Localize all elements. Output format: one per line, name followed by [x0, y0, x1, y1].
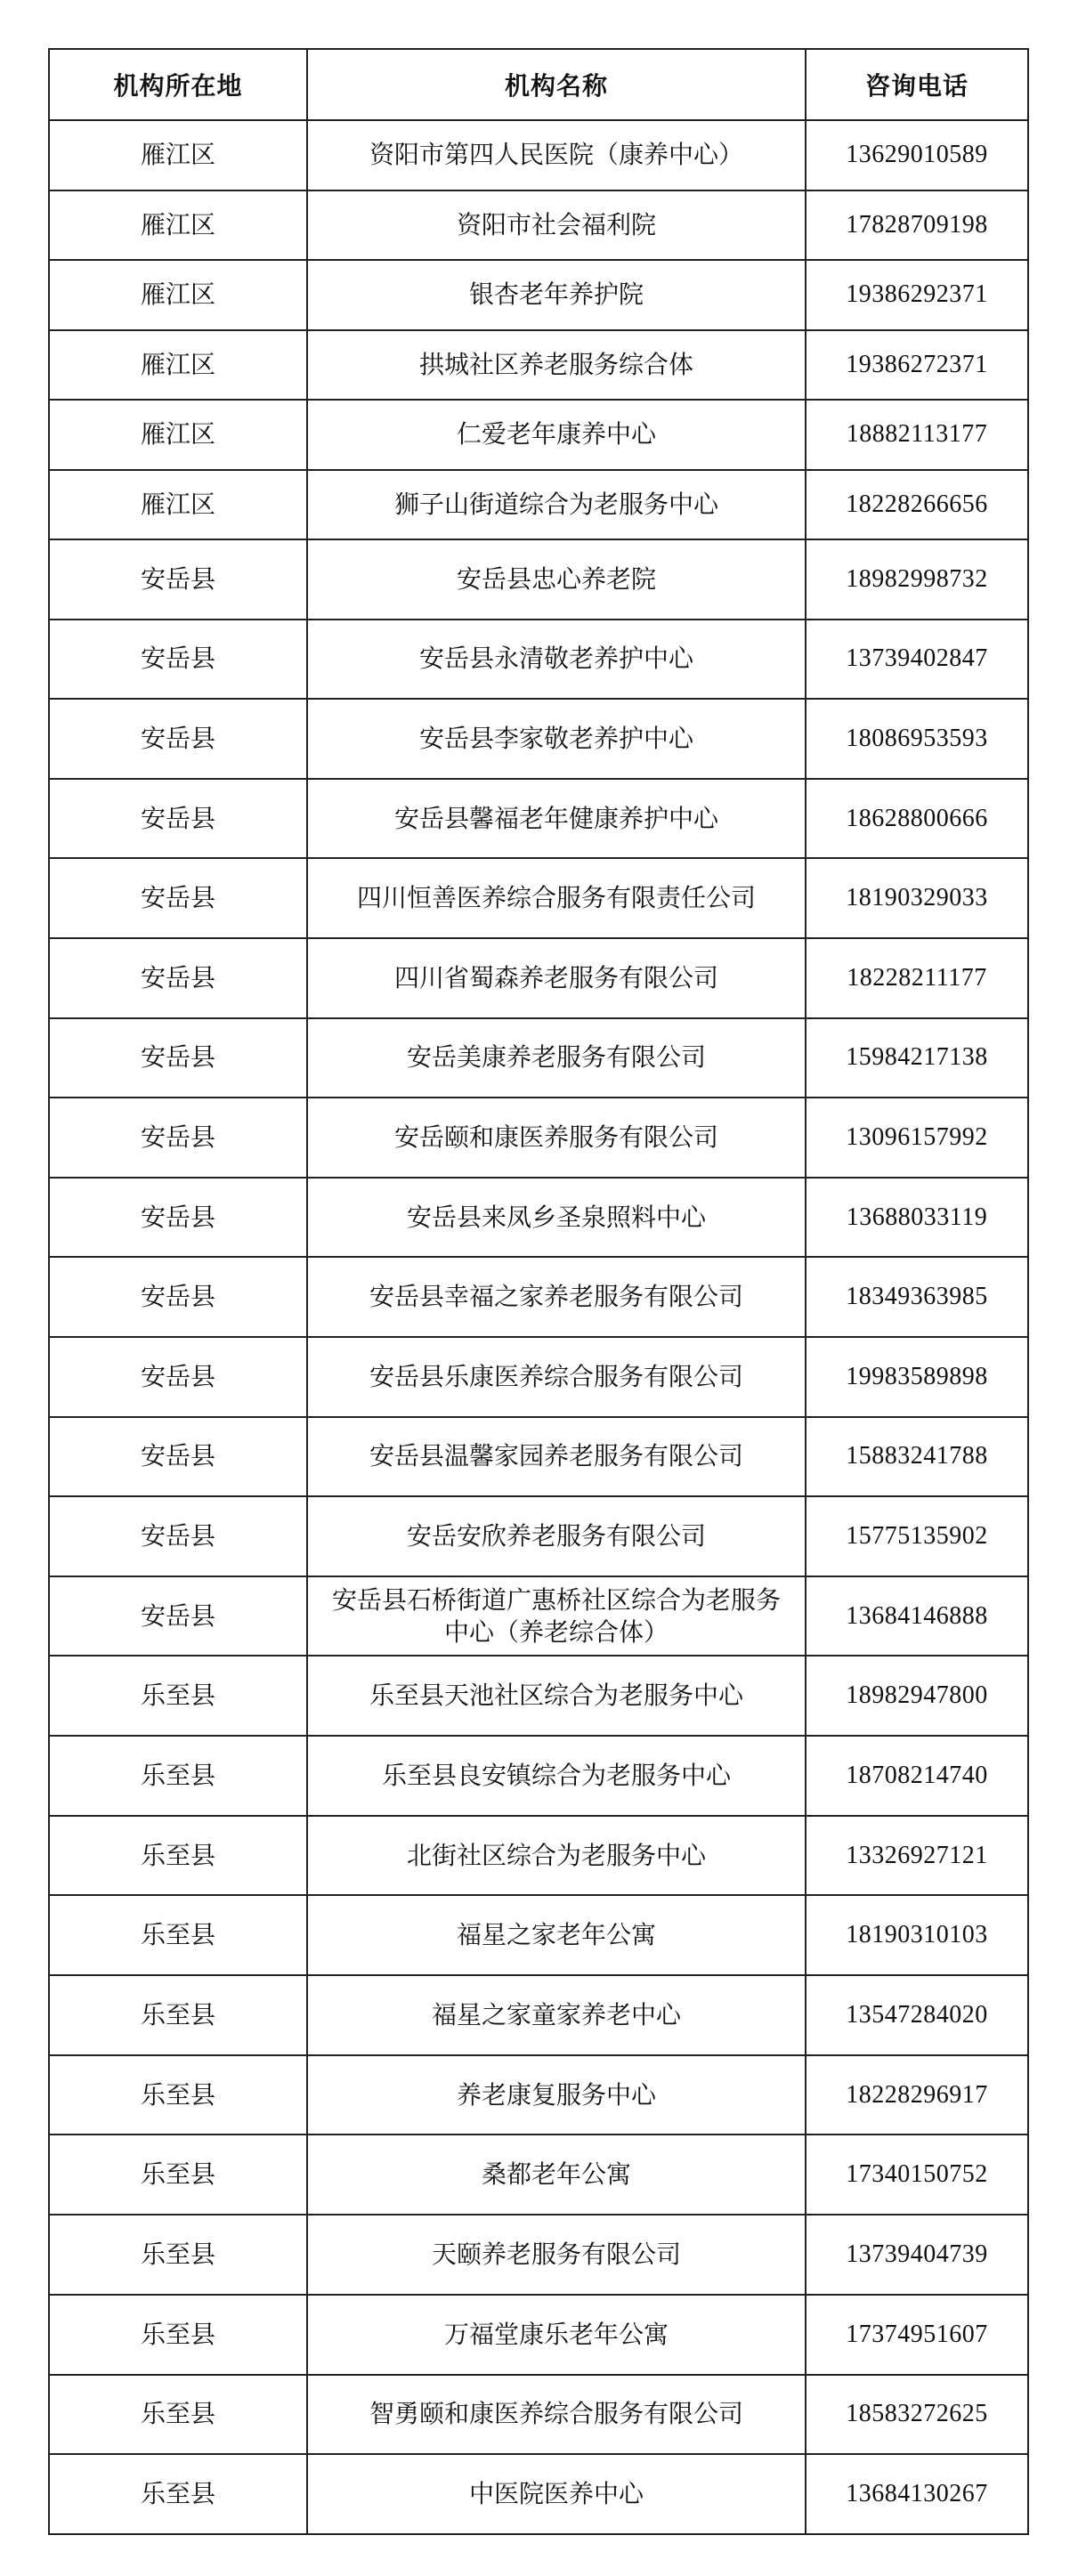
table-row — [49, 2295, 1028, 2375]
cell-region: 乐至县 — [49, 1816, 307, 1896]
header-row — [49, 49, 1028, 120]
cell-phone: 18190310103 — [806, 1895, 1028, 1975]
table-row — [49, 400, 1028, 470]
cell-region: 雁江区 — [49, 120, 307, 190]
cell-phone: 15883241788 — [806, 1417, 1028, 1497]
header-phone: 咨询电话 — [806, 49, 1028, 120]
table-header — [49, 49, 1028, 120]
table-row — [49, 2215, 1028, 2295]
table-row — [49, 699, 1028, 779]
cell-region: 乐至县 — [49, 2375, 307, 2455]
cell-region: 乐至县 — [49, 1975, 307, 2055]
cell-institution-name: 安岳县来凤乡圣泉照料中心 — [307, 1178, 806, 1258]
cell-phone: 19386292371 — [806, 260, 1028, 330]
cell-institution-name: 四川省蜀森养老服务有限公司 — [307, 938, 806, 1018]
table-row — [49, 190, 1028, 261]
cell-phone: 13684146888 — [806, 1576, 1028, 1657]
cell-institution-name: 安岳县李家敬老养护中心 — [307, 699, 806, 779]
cell-region: 乐至县 — [49, 2215, 307, 2295]
cell-phone: 17828709198 — [806, 190, 1028, 261]
cell-institution-name: 安岳县忠心养老院 — [307, 539, 806, 620]
cell-region: 安岳县 — [49, 779, 307, 859]
cell-region: 乐至县 — [49, 2135, 307, 2215]
cell-phone: 18349363985 — [806, 1257, 1028, 1337]
cell-phone: 18982947800 — [806, 1656, 1028, 1736]
table-row — [49, 1576, 1028, 1657]
table-row — [49, 260, 1028, 330]
cell-region: 安岳县 — [49, 938, 307, 1018]
table-row — [49, 120, 1028, 190]
table-row — [49, 2375, 1028, 2455]
cell-phone: 13684130267 — [806, 2454, 1028, 2534]
cell-institution-name: 安岳县石桥街道广惠桥社区综合为老服务中心（养老综合体） — [307, 1576, 806, 1657]
cell-region: 雁江区 — [49, 400, 307, 470]
cell-institution-name: 安岳美康养老服务有限公司 — [307, 1018, 806, 1098]
cell-region: 乐至县 — [49, 1656, 307, 1736]
table-row — [49, 2055, 1028, 2135]
cell-institution-name: 资阳市第四人民医院（康养中心） — [307, 120, 806, 190]
cell-phone: 13688033119 — [806, 1178, 1028, 1258]
cell-institution-name: 狮子山街道综合为老服务中心 — [307, 470, 806, 540]
cell-phone: 18086953593 — [806, 699, 1028, 779]
cell-phone: 18708214740 — [806, 1736, 1028, 1816]
cell-institution-name: 资阳市社会福利院 — [307, 190, 806, 261]
cell-region: 乐至县 — [49, 2055, 307, 2135]
cell-institution-name: 安岳县永清敬老养护中心 — [307, 620, 806, 700]
cell-phone: 19386272371 — [806, 330, 1028, 401]
cell-institution-name: 福星之家老年公寓 — [307, 1895, 806, 1975]
cell-institution-name: 北街社区综合为老服务中心 — [307, 1816, 806, 1896]
cell-phone: 18982998732 — [806, 539, 1028, 620]
cell-phone: 18228266656 — [806, 470, 1028, 540]
cell-region: 安岳县 — [49, 858, 307, 938]
table-row — [49, 1975, 1028, 2055]
cell-phone: 17374951607 — [806, 2295, 1028, 2375]
table-row — [49, 2454, 1028, 2534]
cell-region: 乐至县 — [49, 2295, 307, 2375]
table-row — [49, 779, 1028, 859]
cell-institution-name: 四川恒善医养综合服务有限责任公司 — [307, 858, 806, 938]
cell-region: 乐至县 — [49, 2454, 307, 2534]
table-row — [49, 539, 1028, 620]
cell-phone: 18628800666 — [806, 779, 1028, 859]
header-name: 机构名称 — [307, 49, 806, 120]
cell-region: 安岳县 — [49, 1337, 307, 1417]
table-row — [49, 1178, 1028, 1258]
cell-region: 安岳县 — [49, 1018, 307, 1098]
table-row — [49, 620, 1028, 700]
cell-region: 雁江区 — [49, 190, 307, 261]
cell-institution-name: 乐至县天池社区综合为老服务中心 — [307, 1656, 806, 1736]
table-row — [49, 2135, 1028, 2215]
table-row — [49, 1736, 1028, 1816]
cell-region: 雁江区 — [49, 330, 307, 401]
cell-phone: 13629010589 — [806, 120, 1028, 190]
cell-phone: 13739404739 — [806, 2215, 1028, 2295]
institution-table — [48, 48, 1029, 2535]
cell-phone: 13096157992 — [806, 1098, 1028, 1178]
cell-phone: 17340150752 — [806, 2135, 1028, 2215]
table-row — [49, 1417, 1028, 1497]
table-row — [49, 1496, 1028, 1576]
cell-institution-name: 银杏老年养护院 — [307, 260, 806, 330]
cell-institution-name: 安岳县幸福之家养老服务有限公司 — [307, 1257, 806, 1337]
cell-institution-name: 天颐养老服务有限公司 — [307, 2215, 806, 2295]
table-row — [49, 330, 1028, 401]
cell-institution-name: 安岳县乐康医养综合服务有限公司 — [307, 1337, 806, 1417]
cell-institution-name: 仁爱老年康养中心 — [307, 400, 806, 470]
cell-institution-name: 安岳县温馨家园养老服务有限公司 — [307, 1417, 806, 1497]
cell-institution-name: 中医院医养中心 — [307, 2454, 806, 2534]
table-row — [49, 858, 1028, 938]
cell-phone: 18228211177 — [806, 938, 1028, 1018]
cell-region: 安岳县 — [49, 1257, 307, 1337]
cell-institution-name: 拱城社区养老服务综合体 — [307, 330, 806, 401]
cell-region: 乐至县 — [49, 1895, 307, 1975]
cell-phone: 15984217138 — [806, 1018, 1028, 1098]
header-region: 机构所在地 — [49, 49, 307, 120]
table-row — [49, 1098, 1028, 1178]
cell-phone: 18190329033 — [806, 858, 1028, 938]
table-body — [49, 120, 1028, 2534]
cell-region: 安岳县 — [49, 1496, 307, 1576]
table-row — [49, 1656, 1028, 1736]
cell-region: 安岳县 — [49, 1417, 307, 1497]
cell-institution-name: 桑都老年公寓 — [307, 2135, 806, 2215]
cell-institution-name: 安岳安欣养老服务有限公司 — [307, 1496, 806, 1576]
cell-institution-name: 乐至县良安镇综合为老服务中心 — [307, 1736, 806, 1816]
cell-phone: 13739402847 — [806, 620, 1028, 700]
cell-region: 安岳县 — [49, 1576, 307, 1657]
cell-phone: 18583272625 — [806, 2375, 1028, 2455]
cell-phone: 18882113177 — [806, 400, 1028, 470]
cell-institution-name: 安岳县馨福老年健康养护中心 — [307, 779, 806, 859]
table-row — [49, 1018, 1028, 1098]
table-row — [49, 1895, 1028, 1975]
cell-institution-name: 福星之家童家养老中心 — [307, 1975, 806, 2055]
cell-phone: 13547284020 — [806, 1975, 1028, 2055]
table-row — [49, 1337, 1028, 1417]
cell-phone: 18228296917 — [806, 2055, 1028, 2135]
cell-phone: 15775135902 — [806, 1496, 1028, 1576]
table-row — [49, 938, 1028, 1018]
table-row — [49, 1257, 1028, 1337]
cell-region: 安岳县 — [49, 1098, 307, 1178]
cell-institution-name: 安岳颐和康医养服务有限公司 — [307, 1098, 806, 1178]
table-row — [49, 1816, 1028, 1896]
cell-region: 安岳县 — [49, 539, 307, 620]
cell-region: 安岳县 — [49, 699, 307, 779]
cell-region: 安岳县 — [49, 1178, 307, 1258]
cell-institution-name: 养老康复服务中心 — [307, 2055, 806, 2135]
cell-region: 雁江区 — [49, 260, 307, 330]
cell-institution-name: 智勇颐和康医养综合服务有限公司 — [307, 2375, 806, 2455]
cell-region: 安岳县 — [49, 620, 307, 700]
cell-region: 乐至县 — [49, 1736, 307, 1816]
cell-region: 雁江区 — [49, 470, 307, 540]
cell-phone: 19983589898 — [806, 1337, 1028, 1417]
table-row — [49, 470, 1028, 540]
cell-phone: 13326927121 — [806, 1816, 1028, 1896]
cell-institution-name: 万福堂康乐老年公寓 — [307, 2295, 806, 2375]
